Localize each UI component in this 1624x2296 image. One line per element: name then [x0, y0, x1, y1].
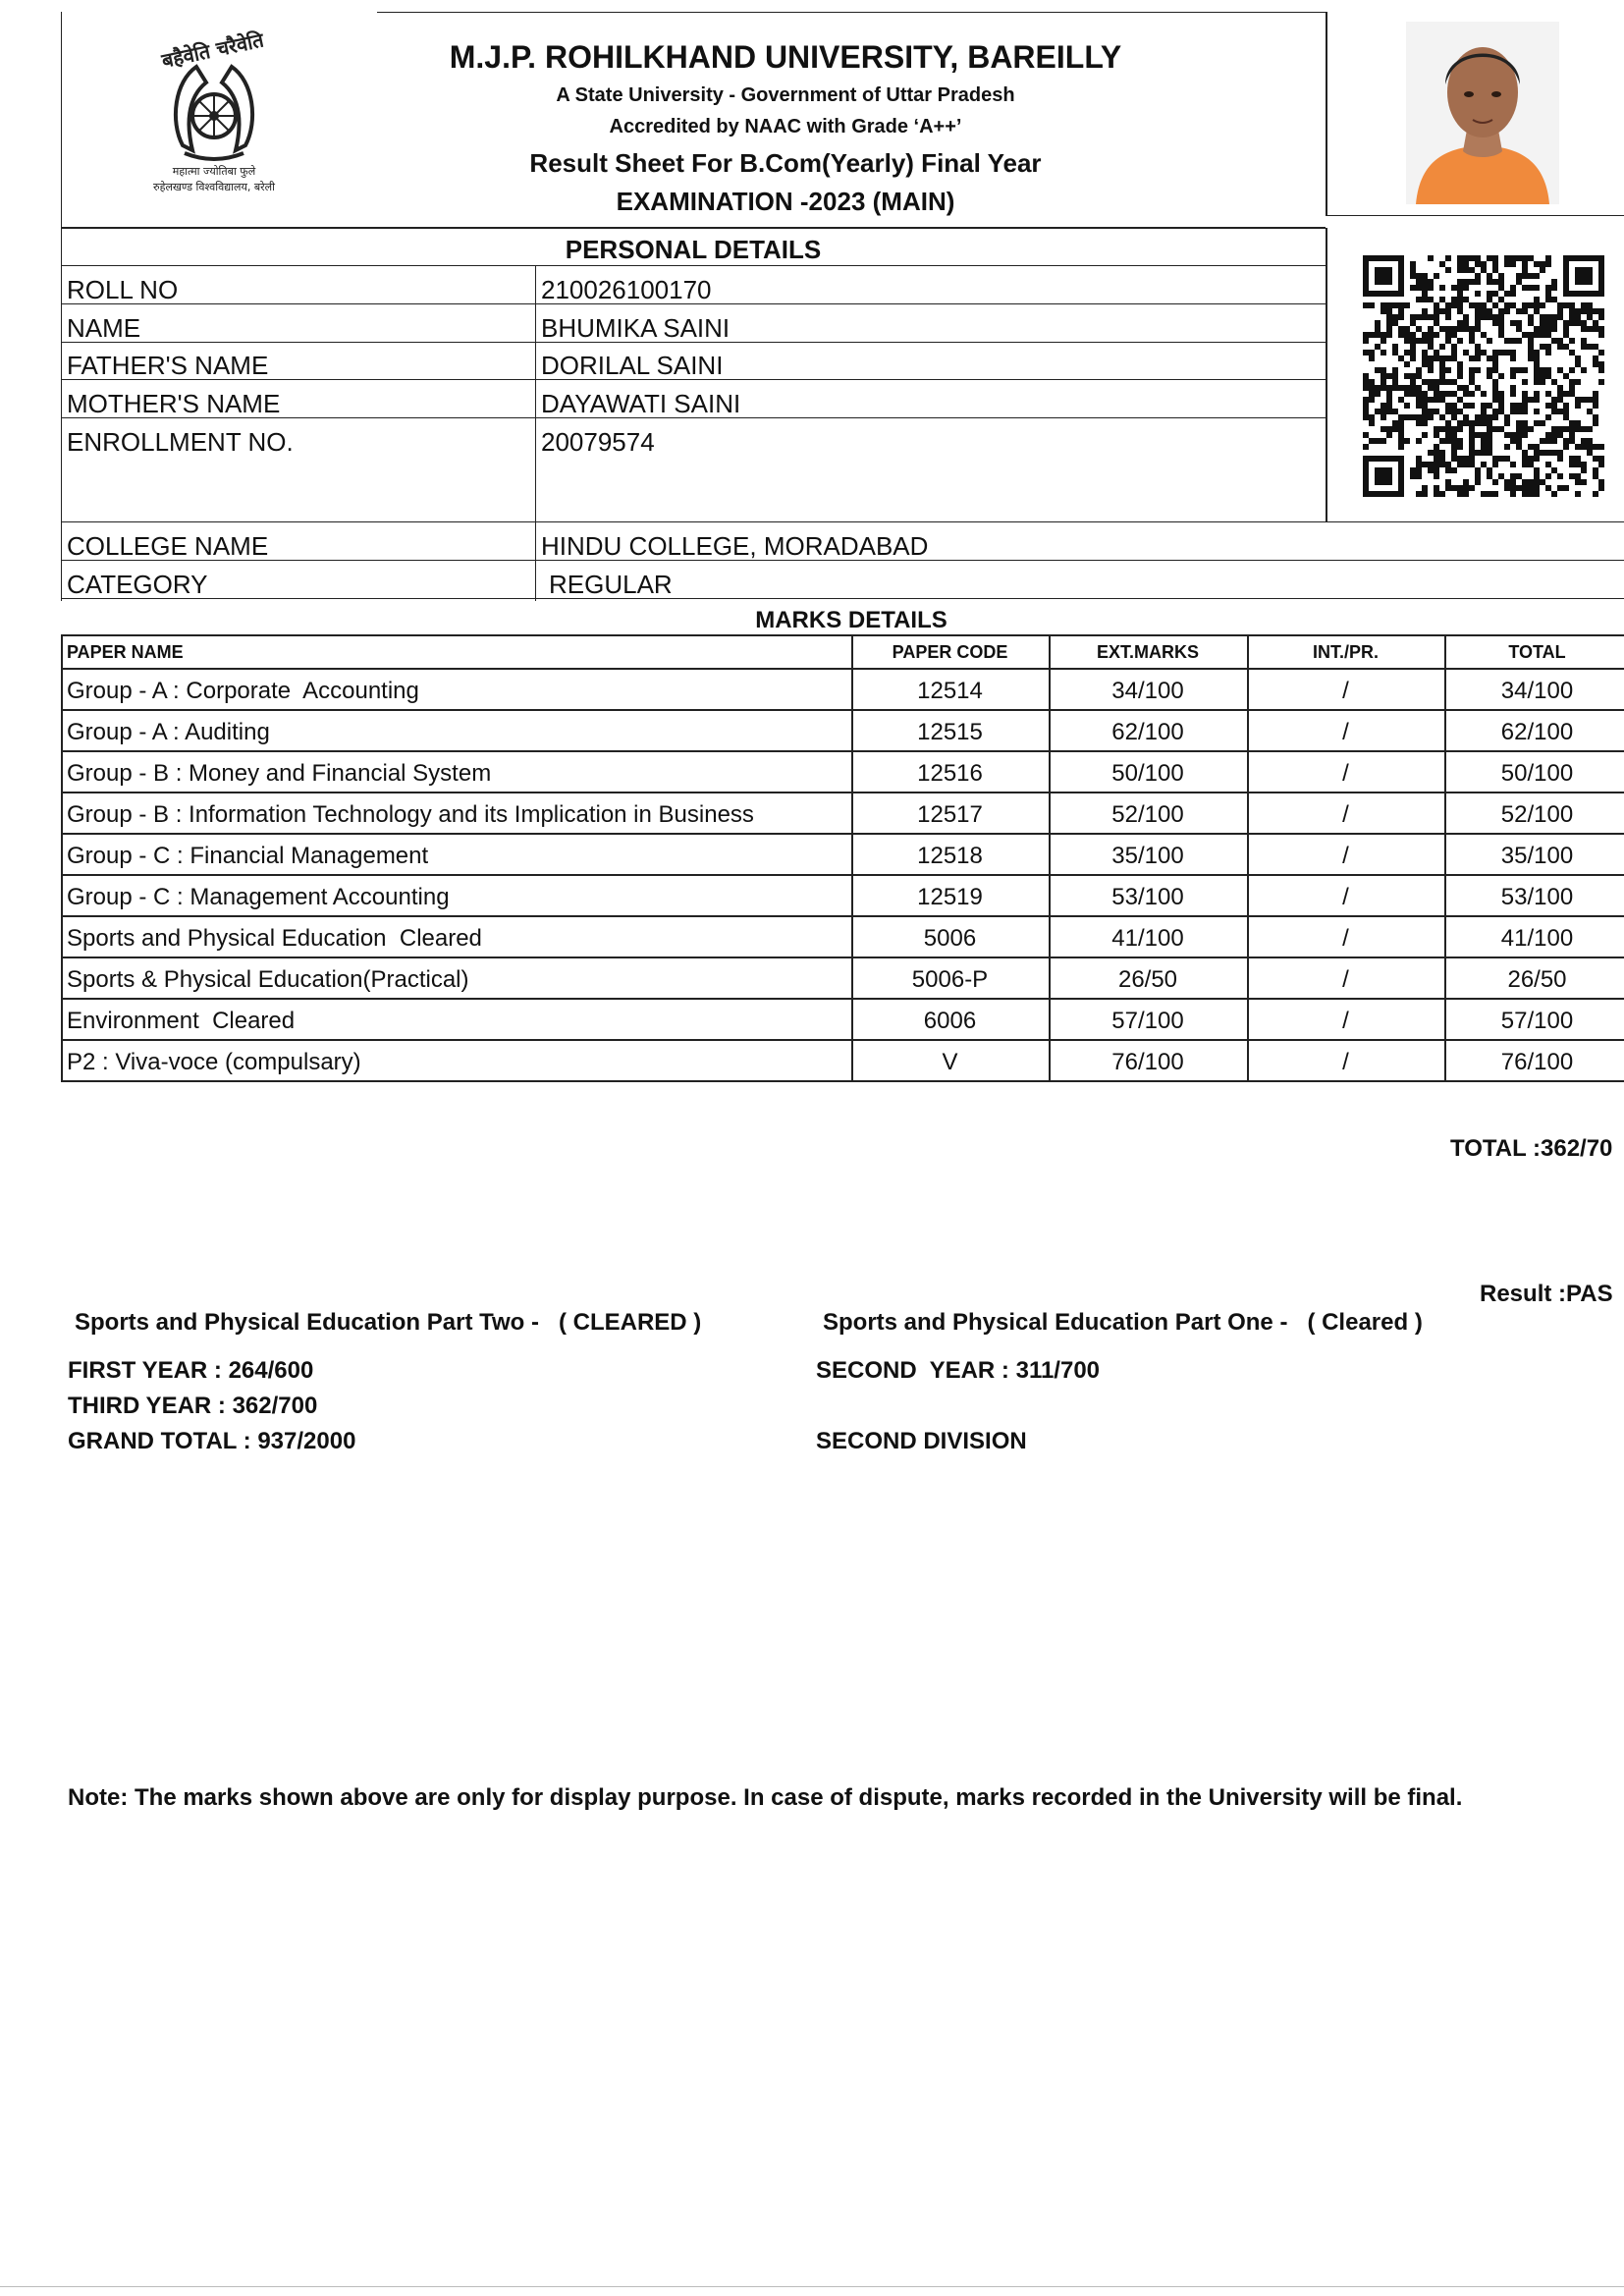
int-pr: / [1342, 1008, 1349, 1034]
ext-marks: 50/100 [1111, 760, 1184, 787]
university-name: M.J.P. ROHILKHAND UNIVERSITY, BAREILLY [449, 39, 1122, 75]
int-pr: / [1342, 801, 1349, 828]
header-int-pr: INT./PR. [1312, 642, 1379, 662]
disclaimer-note: Note: The marks shown above are only for display purpose. In case of dispute, marks recorded in the University will be final. [68, 1784, 1463, 1811]
label-enrollment-no: ENROLLMENT NO. [67, 427, 294, 457]
paper-name: Group - B : Information Technology and its Implication in Business [67, 801, 754, 828]
paper-code: 12514 [917, 678, 983, 704]
value-college-name: HINDU COLLEGE, MORADABAD [541, 531, 929, 561]
label-roll-no: ROLL NO [67, 275, 179, 304]
paper-name: Sports and Physical Education Cleared [67, 925, 482, 952]
ext-marks: 34/100 [1111, 678, 1184, 704]
paper-name: Group - A : Auditing [67, 719, 270, 745]
accreditation: Accredited by NAAC with Grade ‘A++’ [609, 116, 962, 137]
paper-total: 57/100 [1500, 1008, 1574, 1034]
paper-total: 76/100 [1500, 1049, 1574, 1075]
second-year-marks: SECOND YEAR : 311/700 [816, 1357, 1101, 1384]
university-logo [126, 27, 302, 194]
value-fathers-name: DORILAL SAINI [541, 351, 724, 380]
int-pr: / [1342, 843, 1349, 869]
paper-code: 12518 [917, 843, 983, 869]
paper-total: 52/100 [1500, 801, 1574, 828]
header-paper-code: PAPER CODE [892, 642, 1008, 662]
paper-name: Group - A : Corporate Accounting [67, 678, 419, 704]
personal-details-title: PERSONAL DETAILS [565, 235, 822, 264]
paper-name: Group - C : Financial Management [67, 843, 429, 869]
paper-code: 12519 [917, 884, 983, 910]
paper-total: 34/100 [1500, 678, 1574, 704]
paper-name: Environment Cleared [67, 1008, 296, 1034]
paper-name: P2 : Viva-voce (compulsary) [67, 1049, 361, 1075]
value-enrollment-no: 20079574 [541, 427, 655, 457]
paper-code: V [942, 1049, 958, 1075]
paper-name: Sports & Physical Education(Practical) [67, 966, 469, 993]
int-pr: / [1342, 678, 1349, 704]
label-category: CATEGORY [67, 570, 208, 599]
label-mothers-name: MOTHER'S NAME [67, 389, 281, 418]
result-sheet-title: Result Sheet For B.Com(Yearly) Final Year [529, 148, 1042, 178]
paper-code: 12516 [917, 760, 983, 787]
university-subtitle: A State University - Government of Uttar Pradesh [556, 84, 1015, 106]
paper-total: 41/100 [1500, 925, 1574, 952]
logo-caption-2: रुहेलखण्ड विश्वविद्यालय, बरेली [153, 181, 275, 193]
header-paper-name: PAPER NAME [67, 642, 184, 662]
paper-name: Group - B : Money and Financial System [67, 760, 492, 787]
sports-part-one: Sports and Physical Education Part One - ( Cleared ) [823, 1309, 1423, 1336]
label-college-name: COLLEGE NAME [67, 531, 269, 561]
logo-caption-1: महात्मा ज्योतिबा फुले [172, 165, 256, 178]
ext-marks: 41/100 [1111, 925, 1184, 952]
paper-code: 6006 [923, 1008, 977, 1034]
header-total: TOTAL [1508, 642, 1566, 662]
label-fathers-name: FATHER'S NAME [67, 351, 269, 380]
student-photo [1406, 22, 1559, 204]
label-name: NAME [67, 313, 141, 343]
qr-code [1359, 249, 1608, 503]
result-status: Result :PAS [1480, 1281, 1613, 1307]
paper-total: 50/100 [1500, 760, 1574, 787]
paper-name: Group - C : Management Accounting [67, 884, 450, 910]
paper-code: 5006-P [911, 966, 989, 993]
paper-total: 53/100 [1500, 884, 1574, 910]
division: SECOND DIVISION [816, 1428, 1027, 1454]
value-roll-no: 210026100170 [541, 275, 712, 304]
ext-marks: 35/100 [1111, 843, 1184, 869]
first-year-marks: FIRST YEAR : 264/600 [68, 1357, 314, 1384]
examination-title: EXAMINATION -2023 (MAIN) [616, 187, 955, 216]
ext-marks: 26/50 [1117, 966, 1178, 993]
marks-details-title: MARKS DETAILS [755, 607, 947, 633]
value-mothers-name: DAYAWATI SAINI [541, 389, 741, 418]
header-ext-marks: EXT.MARKS [1096, 642, 1199, 662]
grand-total: GRAND TOTAL : 937/2000 [68, 1428, 356, 1454]
ext-marks: 62/100 [1111, 719, 1184, 745]
value-name: BHUMIKA SAINI [541, 313, 731, 343]
sports-part-two: Sports and Physical Education Part Two - ( CLEARED ) [75, 1309, 702, 1336]
third-year-marks: THIRD YEAR : 362/700 [68, 1393, 318, 1419]
paper-code: 5006 [923, 925, 977, 952]
ext-marks: 76/100 [1111, 1049, 1184, 1075]
ext-marks: 57/100 [1111, 1008, 1184, 1034]
paper-total: 35/100 [1500, 843, 1574, 869]
total-marks: TOTAL :362/70 [1450, 1135, 1613, 1162]
int-pr: / [1342, 1049, 1349, 1075]
ext-marks: 52/100 [1111, 801, 1184, 828]
int-pr: / [1342, 884, 1349, 910]
int-pr: / [1342, 719, 1349, 745]
int-pr: / [1342, 966, 1349, 993]
paper-code: 12515 [917, 719, 983, 745]
int-pr: / [1342, 925, 1349, 952]
int-pr: / [1342, 760, 1349, 787]
ext-marks: 53/100 [1111, 884, 1184, 910]
logo-motto: बहैवेति चरैवेति [159, 27, 266, 73]
value-category: REGULAR [549, 570, 673, 599]
paper-code: 12517 [917, 801, 983, 828]
paper-total: 62/100 [1500, 719, 1574, 745]
paper-total: 26/50 [1507, 966, 1567, 993]
